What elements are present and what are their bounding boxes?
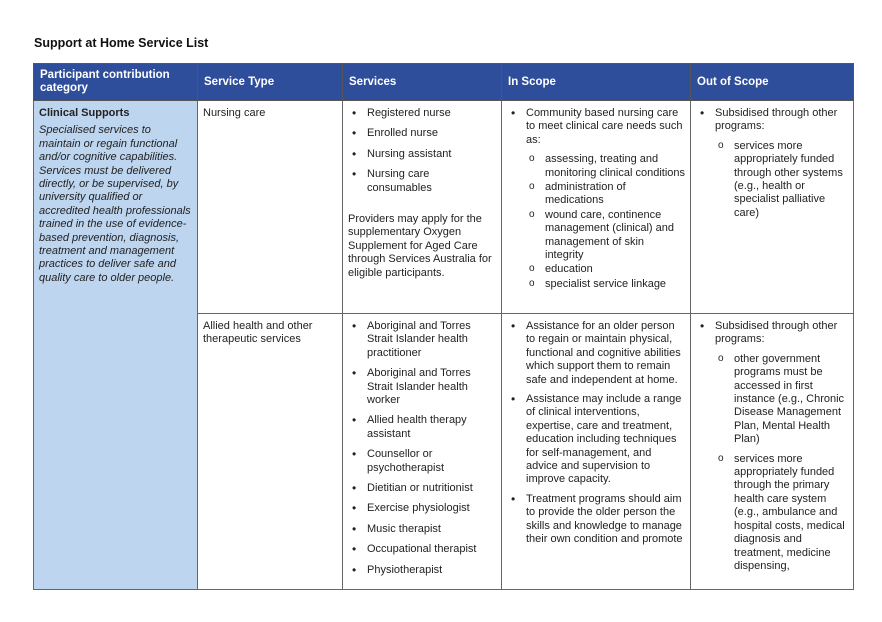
table-row xyxy=(34,101,854,314)
sub-list-item: o specialist service linkage xyxy=(526,278,685,291)
sub-list-item: o services more appropriately funded through other systems (e.g., health or specialist palliative care) xyxy=(715,140,848,220)
out-of-scope-sublist xyxy=(715,353,848,574)
header-in-scope: In Scope xyxy=(502,64,691,101)
list-item: • Nursing care consumables xyxy=(348,168,496,195)
services-cell xyxy=(343,101,502,314)
sub-list-item: o assessing, treating and monitoring clinical conditions xyxy=(526,153,685,180)
out-of-scope-cell xyxy=(691,101,854,314)
out-of-scope-intro: Subsidised through other programs: xyxy=(715,107,838,133)
list-item: • Aboriginal and Torres Strait Islander health practitioner xyxy=(348,320,496,360)
list-item: • Physiotherapist xyxy=(348,564,496,577)
list-item: • Assistance may include a range of clinical interventions, expertise, care and treatment, education including techniques for self-management, and advice and supervision to improve capacity. xyxy=(507,393,685,487)
service-type: Nursing care xyxy=(203,107,266,119)
list-item: • Allied health therapy assistant xyxy=(348,414,496,441)
in-scope-list xyxy=(507,320,685,547)
list-item xyxy=(696,320,848,573)
header-out-of-scope: Out of Scope xyxy=(691,64,854,101)
category-cell xyxy=(34,101,198,590)
table-header-row xyxy=(34,64,854,101)
header-services: Services xyxy=(343,64,502,101)
in-scope-cell xyxy=(502,314,691,590)
out-of-scope-list xyxy=(696,320,848,573)
list-item: • Dietitian or nutritionist xyxy=(348,482,496,495)
services-note: Providers may apply for the supplementary Oxygen Supplement for Aged Care through Services Australia for eligible participants. xyxy=(348,213,492,279)
list-item xyxy=(507,107,685,291)
list-item xyxy=(696,107,848,220)
service-type-cell xyxy=(198,314,343,590)
list-item: • Aboriginal and Torres Strait Islander health worker xyxy=(348,367,496,407)
list-item: • Exercise physiologist xyxy=(348,502,496,515)
out-of-scope-cell xyxy=(691,314,854,590)
list-item: • Treatment programs should aim to provide the older person the skills and knowledge to manage their own condition and promote xyxy=(507,493,685,547)
sub-list-item: o other government programs must be accessed in first instance (e.g., Chronic Disease Management Plan, Mental Health Plan) xyxy=(715,353,848,447)
header-category: Participant contribution category xyxy=(34,64,198,101)
service-type: Allied health and other therapeutic services xyxy=(203,320,313,346)
services-list xyxy=(348,107,496,195)
list-item: • Music therapist xyxy=(348,523,496,536)
in-scope-intro: Community based nursing care to meet clinical care needs such as: xyxy=(526,107,683,146)
services-cell xyxy=(343,314,502,590)
list-item: • Registered nurse xyxy=(348,107,496,120)
list-item: • Enrolled nurse xyxy=(348,127,496,140)
service-list-table xyxy=(33,63,854,590)
category-description: Specialised services to maintain or regain functional and/or cognitive capabilities. Services must be delivered directly, or be supervised, by university qualified or accredited health professionals trained in the use of evidence-based prevention, diagnosis, treatment and management practices to deliver safe and quality care to older people. xyxy=(39,124,191,284)
out-of-scope-intro: Subsidised through other programs: xyxy=(715,320,838,346)
in-scope-cell xyxy=(502,101,691,314)
list-item: • Counsellor or psychotherapist xyxy=(348,448,496,475)
sub-list-item: o wound care, continence management (clinical) and management of skin integrity xyxy=(526,209,685,263)
out-of-scope-sublist xyxy=(715,140,848,220)
list-item: • Occupational therapist xyxy=(348,543,496,556)
category-title: Clinical Supports xyxy=(39,107,130,119)
list-item: • Nursing assistant xyxy=(348,148,496,161)
services-list xyxy=(348,320,496,577)
in-scope-list xyxy=(507,107,685,291)
sub-list-item: o education xyxy=(526,263,685,276)
page-title: Support at Home Service List xyxy=(34,36,209,50)
in-scope-sublist xyxy=(526,153,685,291)
header-service-type: Service Type xyxy=(198,64,343,101)
out-of-scope-list xyxy=(696,107,848,220)
sub-list-item: o administration of medications xyxy=(526,181,685,208)
service-type-cell xyxy=(198,101,343,314)
list-item: • Assistance for an older person to regain or maintain physical, functional and cognitive abilities which support them to remain safe and independent at home. xyxy=(507,320,685,387)
sub-list-item: o services more appropriately funded through the primary health care system (e.g., ambulance and hospital costs, medical diagnosis and treatment, medicine dispensing, xyxy=(715,453,848,574)
